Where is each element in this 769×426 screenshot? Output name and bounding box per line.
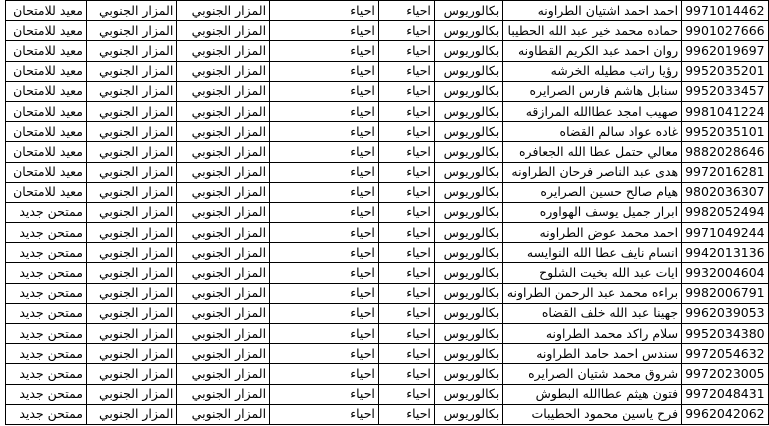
specialization-cell: احياء — [378, 202, 434, 222]
national-id-cell: 9952035201 — [682, 61, 769, 81]
directorate-cell: المزار الجنوبي — [177, 404, 270, 424]
directorate-cell: المزار الجنوبي — [177, 223, 270, 243]
exam-status-cell: ممتحن جديد — [6, 283, 87, 303]
exam-status-cell: معيد للامتحان — [6, 122, 87, 142]
degree-cell: بكالوريوس — [434, 364, 502, 384]
directorate-cell: المزار الجنوبي — [177, 384, 270, 404]
student-name-cell: احمد احمد اشتيان الطراونه — [503, 1, 682, 21]
directorate-cell: المزار الجنوبي — [177, 283, 270, 303]
district-cell: المزار الجنوبي — [86, 364, 176, 384]
directorate-cell: المزار الجنوبي — [177, 263, 270, 283]
degree-cell: بكالوريوس — [434, 384, 502, 404]
degree-cell: بكالوريوس — [434, 142, 502, 162]
table-row — [6, 41, 769, 61]
subject-cell: احياء — [270, 142, 379, 162]
degree-cell: بكالوريوس — [434, 202, 502, 222]
table-row — [6, 101, 769, 121]
subject-cell: احياء — [270, 344, 379, 364]
national-id-cell: 9952033457 — [682, 81, 769, 101]
specialization-cell: احياء — [378, 364, 434, 384]
exam-status-cell: ممتحن جديد — [6, 364, 87, 384]
table-row — [6, 404, 769, 424]
table-row — [6, 202, 769, 222]
exam-status-cell: ممتحن جديد — [6, 324, 87, 344]
exam-status-cell: ممتحن جديد — [6, 384, 87, 404]
table-row — [6, 81, 769, 101]
specialization-cell: احياء — [378, 162, 434, 182]
subject-cell: احياء — [270, 41, 379, 61]
subject-cell: احياء — [270, 303, 379, 323]
subject-cell: احياء — [270, 182, 379, 202]
national-id-cell: 9942013136 — [682, 243, 769, 263]
student-name-cell: هيام صالح حسين الصرايره — [503, 182, 682, 202]
district-cell: المزار الجنوبي — [86, 223, 176, 243]
national-id-cell: 9982052494 — [682, 202, 769, 222]
degree-cell: بكالوريوس — [434, 223, 502, 243]
national-id-cell: 9962042062 — [682, 404, 769, 424]
national-id-cell: 9952035101 — [682, 122, 769, 142]
exam-status-cell: معيد للامتحان — [6, 81, 87, 101]
student-name-cell: انسام نايف عطا الله النوايسه — [503, 243, 682, 263]
subject-cell: احياء — [270, 324, 379, 344]
degree-cell: بكالوريوس — [434, 1, 502, 21]
national-id-cell: 9962039053 — [682, 303, 769, 323]
subject-cell: احياء — [270, 364, 379, 384]
exam-status-cell: معيد للامتحان — [6, 41, 87, 61]
degree-cell: بكالوريوس — [434, 182, 502, 202]
student-name-cell: روان احمد عبد الكريم القطاونه — [503, 41, 682, 61]
district-cell: المزار الجنوبي — [86, 243, 176, 263]
subject-cell: احياء — [270, 61, 379, 81]
table-row — [6, 324, 769, 344]
subject-cell: احياء — [270, 21, 379, 41]
specialization-cell: احياء — [378, 81, 434, 101]
district-cell: المزار الجنوبي — [86, 61, 176, 81]
directorate-cell: المزار الجنوبي — [177, 41, 270, 61]
subject-cell: احياء — [270, 283, 379, 303]
table-row — [6, 122, 769, 142]
student-name-cell: شروق محمد شتيان الصرايره — [503, 364, 682, 384]
subject-cell: احياء — [270, 122, 379, 142]
national-id-cell: 9971014462 — [682, 1, 769, 21]
student-name-cell: جهينا عبد الله خلف القضاه — [503, 303, 682, 323]
specialization-cell: احياء — [378, 122, 434, 142]
student-name-cell: صهيب امجد عطاالله المرازقه — [503, 101, 682, 121]
degree-cell: بكالوريوس — [434, 263, 502, 283]
district-cell: المزار الجنوبي — [86, 202, 176, 222]
national-id-cell: 9982006791 — [682, 283, 769, 303]
specialization-cell: احياء — [378, 61, 434, 81]
directorate-cell: المزار الجنوبي — [177, 243, 270, 263]
table-row — [6, 344, 769, 364]
table-row — [6, 223, 769, 243]
student-name-cell: هدى عبد الناصر فرحان الطراونه — [503, 162, 682, 182]
student-name-cell: سلام راكد محمد الطراونه — [503, 324, 682, 344]
district-cell: المزار الجنوبي — [86, 122, 176, 142]
student-name-cell: ايات عبد الله بخيت الشلوح — [503, 263, 682, 283]
student-name-cell: احمد محمد عوض الطراونه — [503, 223, 682, 243]
district-cell: المزار الجنوبي — [86, 384, 176, 404]
specialization-cell: احياء — [378, 384, 434, 404]
exam-status-cell: ممتحن جديد — [6, 263, 87, 283]
exam-status-cell: ممتحن جديد — [6, 303, 87, 323]
table-row — [6, 142, 769, 162]
exam-status-cell: ممتحن جديد — [6, 404, 87, 424]
student-name-cell: سنابل هاشم فارس الصرايره — [503, 81, 682, 101]
directorate-cell: المزار الجنوبي — [177, 324, 270, 344]
table-row — [6, 364, 769, 384]
directorate-cell: المزار الجنوبي — [177, 1, 270, 21]
degree-cell: بكالوريوس — [434, 283, 502, 303]
directorate-cell: المزار الجنوبي — [177, 101, 270, 121]
degree-cell: بكالوريوس — [434, 61, 502, 81]
exam-status-cell: ممتحن جديد — [6, 243, 87, 263]
specialization-cell: احياء — [378, 283, 434, 303]
directorate-cell: المزار الجنوبي — [177, 303, 270, 323]
subject-cell: احياء — [270, 263, 379, 283]
district-cell: المزار الجنوبي — [86, 283, 176, 303]
directorate-cell: المزار الجنوبي — [177, 81, 270, 101]
national-id-cell: 9802036307 — [682, 182, 769, 202]
student-name-cell: ابرار جميل يوسف الهواوره — [503, 202, 682, 222]
national-id-cell: 9972054632 — [682, 344, 769, 364]
table-row — [6, 263, 769, 283]
district-cell: المزار الجنوبي — [86, 1, 176, 21]
specialization-cell: احياء — [378, 243, 434, 263]
national-id-cell: 9972016281 — [682, 162, 769, 182]
district-cell: المزار الجنوبي — [86, 263, 176, 283]
subject-cell: احياء — [270, 384, 379, 404]
national-id-cell: 9972023005 — [682, 364, 769, 384]
exam-status-cell: معيد للامتحان — [6, 21, 87, 41]
degree-cell: بكالوريوس — [434, 344, 502, 364]
exam-status-cell: معيد للامتحان — [6, 142, 87, 162]
directorate-cell: المزار الجنوبي — [177, 202, 270, 222]
national-id-cell: 9971049244 — [682, 223, 769, 243]
degree-cell: بكالوريوس — [434, 21, 502, 41]
directorate-cell: المزار الجنوبي — [177, 122, 270, 142]
degree-cell: بكالوريوس — [434, 324, 502, 344]
exam-status-cell: معيد للامتحان — [6, 61, 87, 81]
exam-status-cell: ممتحن جديد — [6, 223, 87, 243]
directorate-cell: المزار الجنوبي — [177, 61, 270, 81]
district-cell: المزار الجنوبي — [86, 21, 176, 41]
directorate-cell: المزار الجنوبي — [177, 344, 270, 364]
specialization-cell: احياء — [378, 303, 434, 323]
district-cell: المزار الجنوبي — [86, 404, 176, 424]
national-id-cell: 9882028646 — [682, 142, 769, 162]
exam-status-cell: معيد للامتحان — [6, 101, 87, 121]
subject-cell: احياء — [270, 202, 379, 222]
national-id-cell: 9972048431 — [682, 384, 769, 404]
subject-cell: احياء — [270, 223, 379, 243]
table-row — [6, 384, 769, 404]
subject-cell: احياء — [270, 404, 379, 424]
exam-status-cell: ممتحن جديد — [6, 202, 87, 222]
subject-cell: احياء — [270, 1, 379, 21]
directorate-cell: المزار الجنوبي — [177, 162, 270, 182]
degree-cell: بكالوريوس — [434, 404, 502, 424]
district-cell: المزار الجنوبي — [86, 324, 176, 344]
subject-cell: احياء — [270, 162, 379, 182]
district-cell: المزار الجنوبي — [86, 101, 176, 121]
directorate-cell: المزار الجنوبي — [177, 142, 270, 162]
national-id-cell: 9981041224 — [682, 101, 769, 121]
table-row — [6, 162, 769, 182]
specialization-cell: احياء — [378, 142, 434, 162]
district-cell: المزار الجنوبي — [86, 162, 176, 182]
specialization-cell: احياء — [378, 324, 434, 344]
table-row — [6, 303, 769, 323]
degree-cell: بكالوريوس — [434, 101, 502, 121]
table-row — [6, 1, 769, 21]
national-id-cell: 9901027666 — [682, 21, 769, 41]
degree-cell: بكالوريوس — [434, 41, 502, 61]
subject-cell: احياء — [270, 101, 379, 121]
table-row — [6, 283, 769, 303]
district-cell: المزار الجنوبي — [86, 41, 176, 61]
directorate-cell: المزار الجنوبي — [177, 364, 270, 384]
specialization-cell: احياء — [378, 182, 434, 202]
student-name-cell: حماده محمد خير عبد الله الحطيبا — [503, 21, 682, 41]
national-id-cell: 9962019697 — [682, 41, 769, 61]
exam-status-cell: معيد للامتحان — [6, 162, 87, 182]
table-row — [6, 243, 769, 263]
candidates-table — [5, 0, 769, 425]
degree-cell: بكالوريوس — [434, 122, 502, 142]
specialization-cell: احياء — [378, 263, 434, 283]
directorate-cell: المزار الجنوبي — [177, 182, 270, 202]
specialization-cell: احياء — [378, 223, 434, 243]
national-id-cell: 9932004604 — [682, 263, 769, 283]
exam-status-cell: ممتحن جديد — [6, 344, 87, 364]
student-name-cell: فتون هيثم عطاالله البطوش — [503, 384, 682, 404]
district-cell: المزار الجنوبي — [86, 142, 176, 162]
exam-status-cell: معيد للامتحان — [6, 1, 87, 21]
district-cell: المزار الجنوبي — [86, 303, 176, 323]
specialization-cell: احياء — [378, 1, 434, 21]
student-name-cell: فرح ياسين محمود الحطيبات — [503, 404, 682, 424]
student-name-cell: معالي حتمل عطا الله الجعافره — [503, 142, 682, 162]
table-row — [6, 21, 769, 41]
student-name-cell: سندس احمد حامد الطراونه — [503, 344, 682, 364]
district-cell: المزار الجنوبي — [86, 344, 176, 364]
specialization-cell: احياء — [378, 344, 434, 364]
table-row — [6, 61, 769, 81]
national-id-cell: 9952034380 — [682, 324, 769, 344]
exam-status-cell: معيد للامتحان — [6, 182, 87, 202]
directorate-cell: المزار الجنوبي — [177, 21, 270, 41]
specialization-cell: احياء — [378, 101, 434, 121]
student-name-cell: غاده عواد سالم القضاه — [503, 122, 682, 142]
district-cell: المزار الجنوبي — [86, 81, 176, 101]
degree-cell: بكالوريوس — [434, 243, 502, 263]
student-name-cell: براءه محمد عبد الرحمن الطراونه — [503, 283, 682, 303]
specialization-cell: احياء — [378, 404, 434, 424]
subject-cell: احياء — [270, 243, 379, 263]
degree-cell: بكالوريوس — [434, 303, 502, 323]
student-name-cell: رؤيا راتب مطيله الخرشه — [503, 61, 682, 81]
degree-cell: بكالوريوس — [434, 81, 502, 101]
district-cell: المزار الجنوبي — [86, 182, 176, 202]
table-body — [6, 1, 769, 425]
subject-cell: احياء — [270, 81, 379, 101]
degree-cell: بكالوريوس — [434, 162, 502, 182]
specialization-cell: احياء — [378, 21, 434, 41]
specialization-cell: احياء — [378, 41, 434, 61]
table-row — [6, 182, 769, 202]
